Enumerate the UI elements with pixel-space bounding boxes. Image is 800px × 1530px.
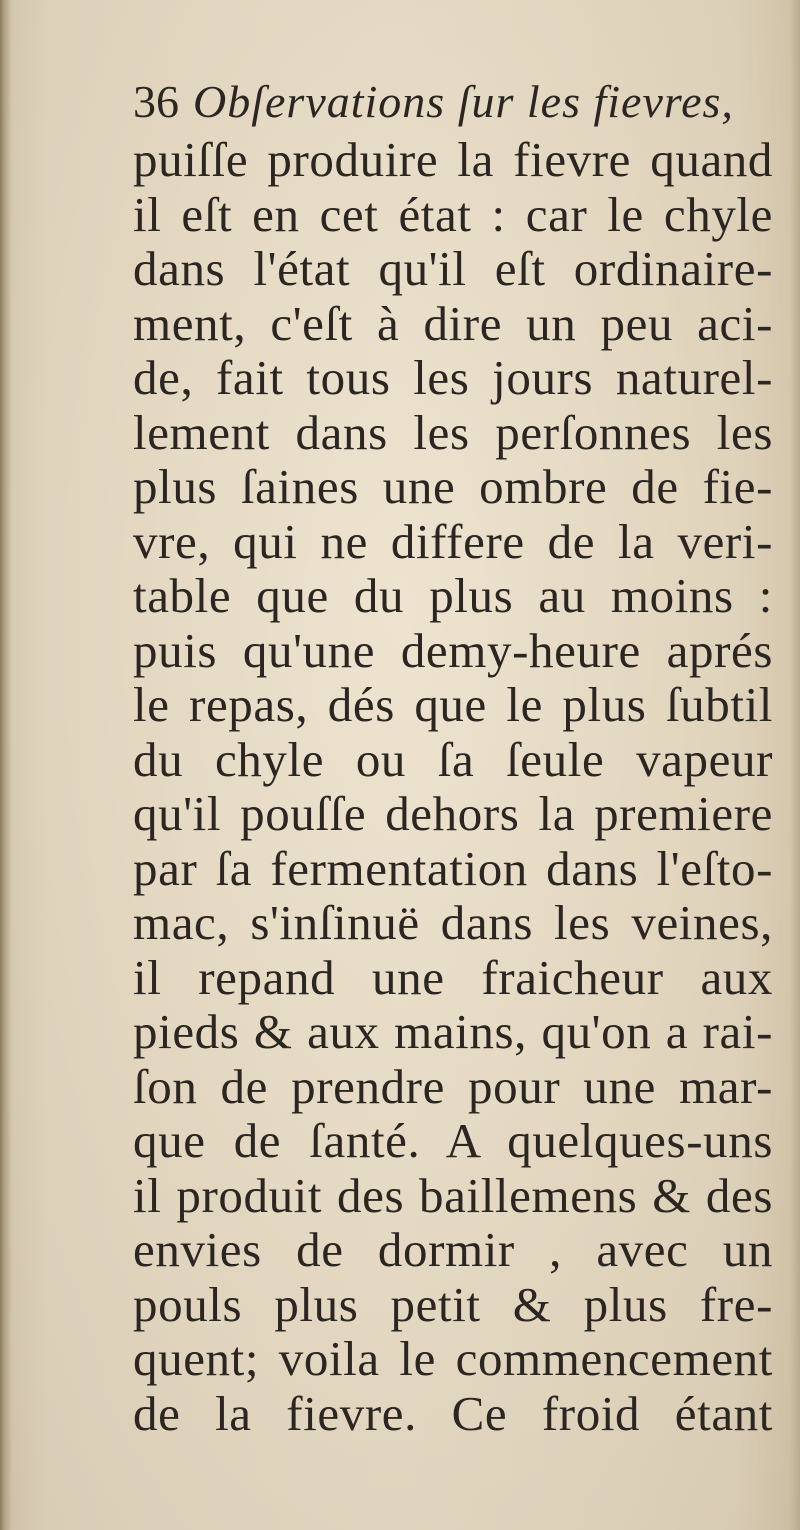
text-line: lement dans les perſonnes les [133,405,773,460]
text-line: vre, qui ne differe de la veri- [133,514,773,569]
text-line: de la fievre. Ce froid étant [133,1386,773,1441]
text-line: quent; voila le commencement [133,1332,773,1386]
text-line: il eſt en cet état : car le chyle [133,187,773,242]
text-line: que de ſanté. A quelques-uns [133,1114,773,1168]
running-title: Obſervations ſur les fievres, [193,76,734,127]
text-line: il produit des baillemens & des [133,1168,773,1223]
page-number: 36 [133,76,179,127]
text-line: puiſſe produire la fievre quand [133,133,773,187]
text-line: plus ſaines une ombre de fie- [133,460,773,514]
text-line: il repand une fraicheur aux [133,950,773,1005]
text-line: puis qu'une demy-heure aprés [133,623,773,678]
body-text [133,133,773,1443]
page-right-edge [790,0,800,1530]
text-line: de, fait tous les jours naturel- [133,351,773,405]
text-line: pieds & aux mains, qu'on a rai- [133,1005,773,1059]
page-binding-edge [0,0,12,1530]
running-head [133,72,753,132]
text-line: mac, s'inſinuë dans les veines, [133,896,773,950]
text-line: ment, c'eſt à dire un peu aci- [133,296,773,351]
text-line: du chyle ou ſa ſeule vapeur [133,732,773,787]
text-line: par ſa fermentation dans l'eſto- [133,841,773,896]
text-line: pouls plus petit & plus fre- [133,1277,773,1332]
text-line: qu'il pouſſe dehors la premiere [133,787,773,841]
text-line: le repas, dés que le plus ſubtil [133,678,773,732]
text-line: dans l'état qu'il eſt ordinaire- [133,242,773,296]
text-line: envies de dormir , avec un [133,1223,773,1277]
text-line: ſon de prendre pour une mar- [133,1059,773,1114]
text-line: table que du plus au moins : [133,569,773,623]
